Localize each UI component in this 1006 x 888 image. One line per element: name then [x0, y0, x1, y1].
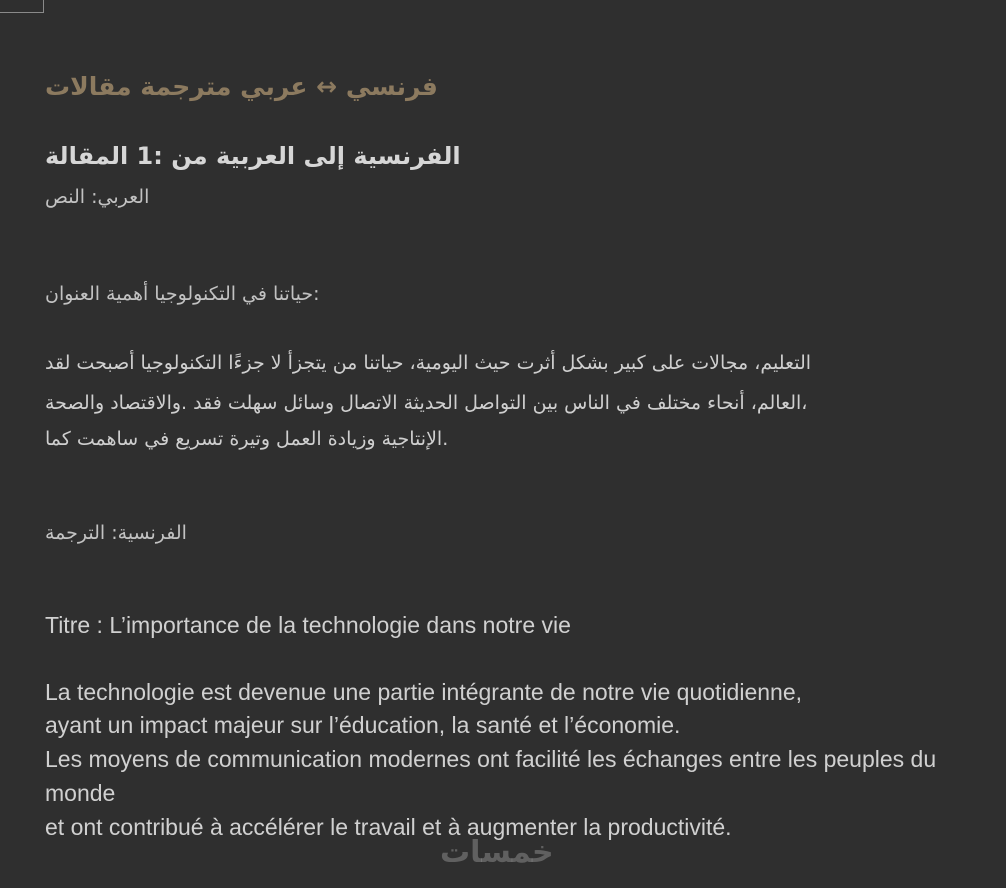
document-title: فرنسي ↔ عربي مترجمة مقالات [45, 72, 438, 101]
french-paragraph-line: Les moyens de communication modernes ont facilité les échanges entre les peuples du [45, 746, 937, 772]
arabic-paragraph-line: الإنتاجية وزيادة العمل وتيرة تسريع في ساهمت كما. [45, 428, 449, 450]
french-paragraph-line: ayant un impact majeur sur l’éducation, la santé et l’économie. [45, 712, 681, 738]
article-heading: الفرنسية إلى العربية من :1 المقالة [45, 142, 461, 170]
french-paragraph-line: monde [45, 780, 116, 806]
french-paragraph-line: et ont contribué à accélérer le travail et à augmenter la productivité. [45, 814, 732, 840]
french-translation-label: الفرنسية: الترجمة [45, 522, 187, 544]
arabic-title-line: حياتنا في التكنولوجيا أهمية العنوان: [45, 283, 320, 305]
french-paragraph-line: La technologie est devenue une partie intégrante de notre vie quotidienne, [45, 679, 803, 705]
french-title: Titre : L’importance de la technologie dans notre vie [45, 612, 571, 638]
arabic-paragraph-line: التعليم، مجالات على كبير بشكل أثرت حيث اليومية، حياتنا من يتجزأ لا جزءًا التكنولوجيا أصبحت لقد [45, 352, 812, 374]
arabic-text-label: العربي: النص [45, 186, 150, 208]
khamsat-watermark: خمسات [440, 835, 554, 870]
corner-frame-mark [0, 0, 44, 13]
arabic-paragraph-line: العالم، أنحاء مختلف في الناس بين التواصل الحديثة الاتصال وسائل سهلت فقد .والاقتصاد والصحة، [45, 392, 808, 414]
